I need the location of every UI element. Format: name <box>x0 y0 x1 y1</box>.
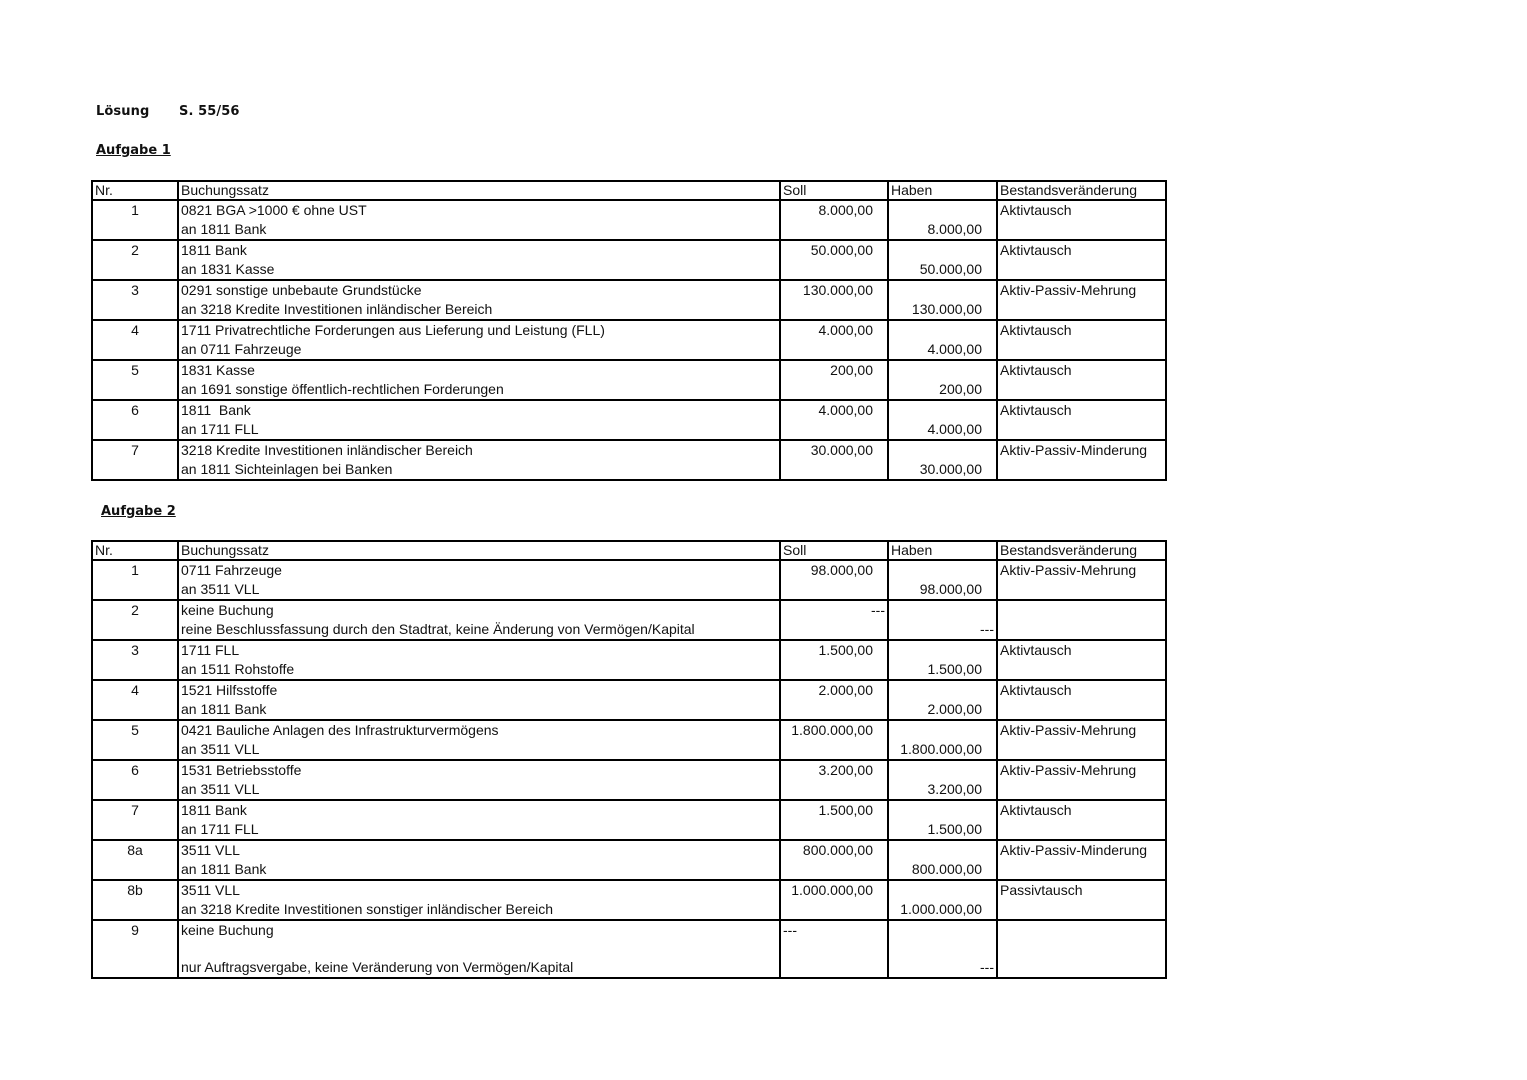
table-row <box>92 920 1166 978</box>
entry-nr: 1 <box>92 560 178 580</box>
entry-haben-konto: an 3511 VLL <box>178 780 780 800</box>
entry-nr: 5 <box>92 720 178 740</box>
col-header-buchungssatz: Buchungssatz <box>178 181 780 200</box>
entry-haben-amount: 800.000,00 <box>888 860 997 880</box>
table-row <box>92 640 1166 680</box>
entry-haben-konto: an 3511 VLL <box>178 580 780 600</box>
col-header-soll: Soll <box>780 541 888 560</box>
table-row <box>92 560 1166 600</box>
entry-haben-konto: an 1831 Kasse <box>178 260 780 280</box>
col-header-nr: Nr. <box>92 541 178 560</box>
entry-bestand: Passivtausch <box>997 880 1166 900</box>
entry-nr: 6 <box>92 760 178 780</box>
table-row <box>92 360 1166 400</box>
entry-haben-konto: an 1811 Bank <box>178 700 780 720</box>
entry-soll-amount: 1.500,00 <box>780 640 888 660</box>
entry-haben-konto: an 3218 Kredite Investitionen sonstiger inländischer Bereich <box>178 900 780 920</box>
entry-bestand <box>997 920 1166 940</box>
entry-haben-konto: an 1711 FLL <box>178 820 780 840</box>
table-row <box>92 280 1166 320</box>
entry-bestand: Aktiv-Passiv-Mehrung <box>997 560 1166 580</box>
entry-bestand: Aktiv-Passiv-Minderung <box>997 440 1166 460</box>
entry-soll-amount: 800.000,00 <box>780 840 888 860</box>
entry-soll-konto: 0421 Bauliche Anlagen des Infrastrukturvermögens <box>178 720 780 740</box>
entry-soll-konto: 1531 Betriebsstoffe <box>178 760 780 780</box>
entry-haben-konto: an 1811 Bank <box>178 860 780 880</box>
col-header-buchungssatz: Buchungssatz <box>178 541 780 560</box>
entry-soll-amount: --- <box>780 600 888 620</box>
entry-soll-konto: 1811 Bank <box>178 400 780 420</box>
table-row <box>92 240 1166 280</box>
entry-haben-amount: 1.500,00 <box>888 660 997 680</box>
table-row <box>92 840 1166 880</box>
entry-haben-konto: an 1811 Sichteinlagen bei Banken <box>178 460 780 480</box>
entry-bestand: Aktivtausch <box>997 200 1166 220</box>
entry-haben-amount: 200,00 <box>888 380 997 400</box>
entry-soll-konto: 1711 FLL <box>178 640 780 660</box>
entry-soll-amount: 1.800.000,00 <box>780 720 888 740</box>
entry-nr: 8b <box>92 880 178 900</box>
entry-haben-amount: 1.500,00 <box>888 820 997 840</box>
entry-bestand: Aktiv-Passiv-Mehrung <box>997 280 1166 300</box>
entry-nr: 1 <box>92 200 178 220</box>
entry-bestand: Aktivtausch <box>997 800 1166 820</box>
entry-haben-konto: an 1711 FLL <box>178 420 780 440</box>
entry-nr: 2 <box>92 240 178 260</box>
entry-haben-amount: 4.000,00 <box>888 420 997 440</box>
entry-soll-amount: 130.000,00 <box>780 280 888 300</box>
aufgabe-2-table <box>91 540 1167 979</box>
entry-haben-konto: reine Beschlussfassung durch den Stadtrat, keine Änderung von Vermögen/Kapital <box>178 620 780 640</box>
entry-soll-amount: 4.000,00 <box>780 400 888 420</box>
entry-haben-amount: 98.000,00 <box>888 580 997 600</box>
entry-bestand: Aktivtausch <box>997 360 1166 380</box>
table-row <box>92 680 1166 720</box>
entry-soll-amount: 2.000,00 <box>780 680 888 700</box>
col-header-nr: Nr. <box>92 181 178 200</box>
entry-haben-konto: an 1511 Rohstoffe <box>178 660 780 680</box>
entry-soll-amount: 4.000,00 <box>780 320 888 340</box>
entry-nr: 5 <box>92 360 178 380</box>
table-header-row <box>92 541 1166 560</box>
aufgabe-1-table <box>91 180 1167 481</box>
entry-bestand: Aktivtausch <box>997 400 1166 420</box>
entry-soll-konto: 3511 VLL <box>178 840 780 860</box>
table-row <box>92 600 1166 640</box>
entry-bestand: Aktivtausch <box>997 640 1166 660</box>
entry-bestand: Aktiv-Passiv-Minderung <box>997 840 1166 860</box>
entry-soll-konto: 1811 Bank <box>178 800 780 820</box>
entry-nr: 6 <box>92 400 178 420</box>
entry-bestand: Aktivtausch <box>997 680 1166 700</box>
entry-bestand: Aktivtausch <box>997 240 1166 260</box>
entry-haben-amount: 8.000,00 <box>888 220 997 240</box>
table-row <box>92 400 1166 440</box>
entry-soll-konto: 1811 Bank <box>178 240 780 260</box>
entry-soll-amount: 98.000,00 <box>780 560 888 580</box>
entry-soll-konto: 0821 BGA >1000 € ohne UST <box>178 200 780 220</box>
table-row <box>92 720 1166 760</box>
entry-haben-amount: 130.000,00 <box>888 300 997 320</box>
entry-bestand <box>997 600 1166 620</box>
entry-nr: 3 <box>92 640 178 660</box>
entry-haben-amount: --- <box>888 958 997 978</box>
entry-haben-konto: nur Auftragsvergabe, keine Veränderung von Vermögen/Kapital <box>178 958 780 978</box>
entry-soll-amount: 30.000,00 <box>780 440 888 460</box>
entry-nr: 4 <box>92 680 178 700</box>
entry-soll-konto: keine Buchung <box>178 600 780 620</box>
table-row <box>92 440 1166 480</box>
col-header-haben: Haben <box>888 541 997 560</box>
entry-soll-konto: 1521 Hilfsstoffe <box>178 680 780 700</box>
entry-haben-amount: 30.000,00 <box>888 460 997 480</box>
entry-soll-amount: 200,00 <box>780 360 888 380</box>
entry-nr: 2 <box>92 600 178 620</box>
entry-haben-konto: an 3218 Kredite Investitionen inländischer Bereich <box>178 300 780 320</box>
col-header-bestand: Bestandsveränderung <box>997 181 1166 200</box>
col-header-bestand: Bestandsveränderung <box>997 541 1166 560</box>
page-reference: S. 55/56 <box>179 104 240 119</box>
entry-bestand: Aktiv-Passiv-Mehrung <box>997 760 1166 780</box>
entry-haben-amount: 50.000,00 <box>888 260 997 280</box>
entry-soll-amount: 50.000,00 <box>780 240 888 260</box>
entry-soll-konto: keine Buchung <box>178 920 780 940</box>
entry-bestand: Aktivtausch <box>997 320 1166 340</box>
col-header-haben: Haben <box>888 181 997 200</box>
entry-nr: 4 <box>92 320 178 340</box>
entry-haben-amount: 3.200,00 <box>888 780 997 800</box>
aufgabe-1-title: Aufgabe 1 <box>96 143 171 158</box>
entry-soll-amount: 1.500,00 <box>780 800 888 820</box>
table-row <box>92 200 1166 240</box>
entry-soll-konto: 3218 Kredite Investitionen inländischer Bereich <box>178 440 780 460</box>
entry-haben-konto: an 0711 Fahrzeuge <box>178 340 780 360</box>
entry-soll-konto: 0711 Fahrzeuge <box>178 560 780 580</box>
entry-haben-konto: an 1691 sonstige öffentlich-rechtlichen Forderungen <box>178 380 780 400</box>
entry-soll-konto: 1831 Kasse <box>178 360 780 380</box>
table-row <box>92 760 1166 800</box>
entry-nr: 7 <box>92 800 178 820</box>
entry-haben-amount: 2.000,00 <box>888 700 997 720</box>
table-header-row <box>92 181 1166 200</box>
entry-haben-konto: an 3511 VLL <box>178 740 780 760</box>
entry-nr: 8a <box>92 840 178 860</box>
entry-haben-amount: 4.000,00 <box>888 340 997 360</box>
entry-haben-amount: --- <box>888 620 997 640</box>
entry-nr: 3 <box>92 280 178 300</box>
aufgabe-2-title: Aufgabe 2 <box>101 504 176 519</box>
entry-soll-amount: 8.000,00 <box>780 200 888 220</box>
entry-soll-konto: 3511 VLL <box>178 880 780 900</box>
col-header-soll: Soll <box>780 181 888 200</box>
table-row <box>92 880 1166 920</box>
entry-soll-amount: 3.200,00 <box>780 760 888 780</box>
document-header <box>96 104 240 119</box>
table-row <box>92 320 1166 360</box>
entry-soll-amount: --- <box>780 920 888 940</box>
entry-nr: 9 <box>92 920 178 940</box>
document-title: Lösung <box>96 104 150 119</box>
entry-soll-konto: 0291 sonstige unbebaute Grundstücke <box>178 280 780 300</box>
entry-bestand: Aktiv-Passiv-Mehrung <box>997 720 1166 740</box>
entry-nr: 7 <box>92 440 178 460</box>
entry-haben-amount: 1.800.000,00 <box>888 740 997 760</box>
entry-soll-amount: 1.000.000,00 <box>780 880 888 900</box>
entry-soll-konto: 1711 Privatrechtliche Forderungen aus Lieferung und Leistung (FLL) <box>178 320 780 340</box>
entry-haben-konto: an 1811 Bank <box>178 220 780 240</box>
entry-haben-amount: 1.000.000,00 <box>888 900 997 920</box>
table-row <box>92 800 1166 840</box>
